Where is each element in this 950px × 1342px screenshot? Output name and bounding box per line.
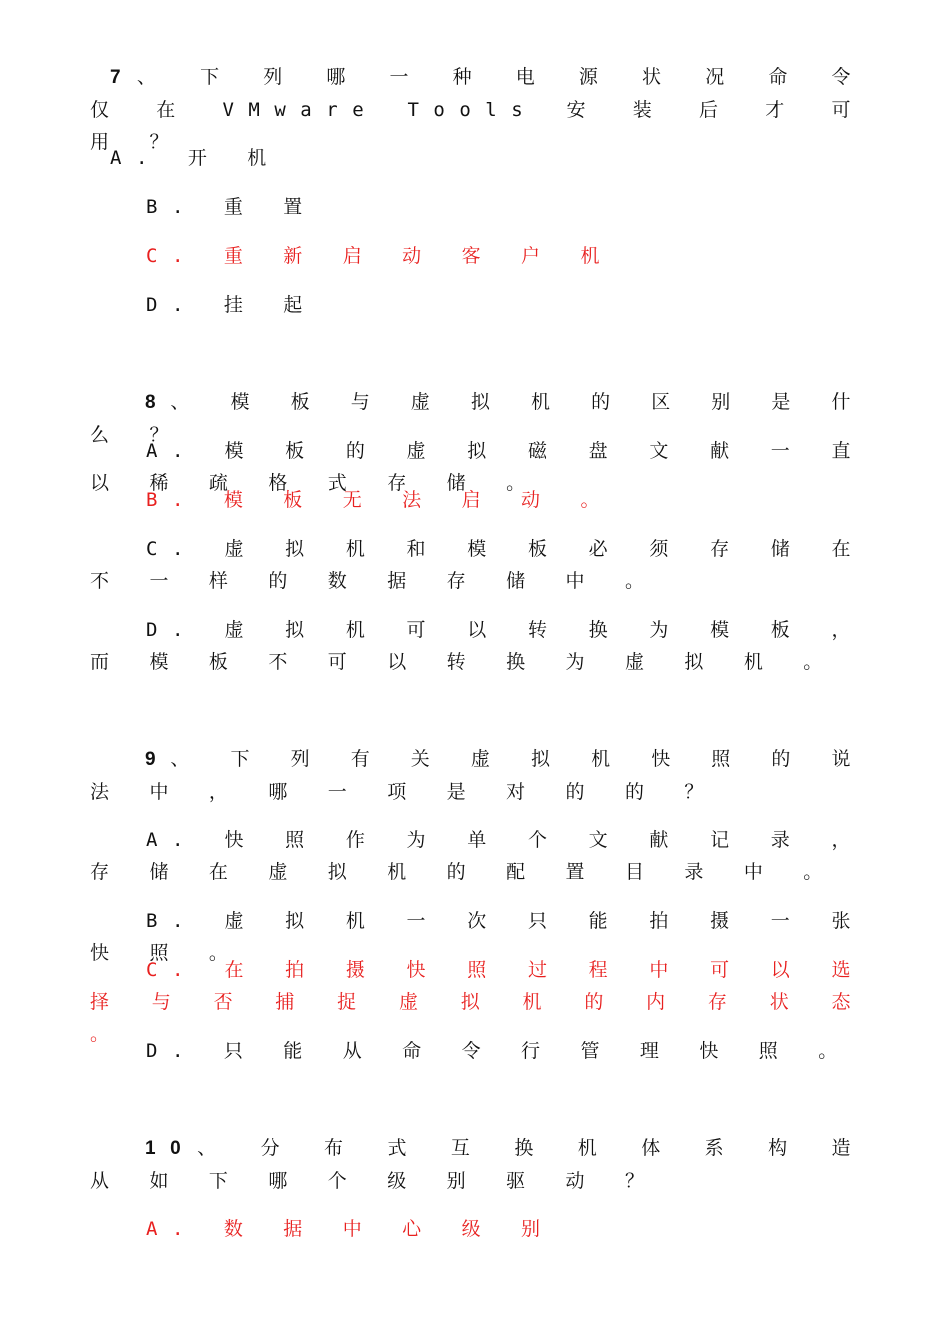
option-d: D. 只 能 从 命 令 行 管 理 快 照 。 bbox=[146, 1040, 852, 1062]
question-9 bbox=[90, 743, 865, 808]
option-a-correct: A. 数 据 中 心 级 别 bbox=[146, 1218, 555, 1240]
question-text: 、 分 布 式 互 换 机 体 系 构 造 从 如 下 哪 个 级 别 驱 动 ？ bbox=[90, 1137, 865, 1192]
option-d: D. 虚 拟 机 可 以 转 换 为 模 板 ， 而 模 板 不 可 以 转 换 为 虚 拟 机 。 bbox=[90, 619, 865, 673]
question-text: 、 模 板 与 虚 拟 机 的 区 别 是 什 么 ？ bbox=[90, 391, 865, 446]
option-c-correct: C. 在 拍 摄 快 照 过 程 中 可 以 选 择 与 否 捕 捉 虚 拟 机 的 内 存 状 态 。 bbox=[90, 959, 865, 1045]
option-a: A. 快 照 作 为 单 个 文 献 记 录 ， 存 储 在 虚 拟 机 的 配 置 目 录 中 。 bbox=[90, 829, 865, 883]
option-b-correct: B. 模 板 无 法 启 动 。 bbox=[146, 489, 614, 511]
question-number: 8 bbox=[145, 392, 171, 413]
option-a: A. 模 板 的 虚 拟 磁 盘 文 献 一 直 以 稀 疏 格 式 存 储 。 bbox=[90, 440, 865, 494]
question-text: 、 下 列 有 关 虚 拟 机 快 照 的 说 法 中 ， 哪 一 项 是 对 的 的 ？ bbox=[90, 748, 865, 803]
question-number: 10 bbox=[145, 1138, 196, 1159]
option-d: D. 挂 起 bbox=[146, 294, 317, 316]
option-b: B. 虚 拟 机 一 次 只 能 拍 摄 一 张 快 照 。 bbox=[90, 910, 865, 964]
option-c: C. 虚 拟 机 和 模 板 必 须 存 储 在 不 一 样 的 数 据 存 储 中 。 bbox=[90, 538, 865, 592]
option-c-correct: C. 重 新 启 动 客 户 机 bbox=[146, 245, 614, 267]
option-b: B. 重 置 bbox=[146, 196, 317, 218]
question-number: 9 bbox=[145, 749, 171, 770]
question-number: 7 bbox=[110, 67, 136, 88]
question-10 bbox=[90, 1132, 865, 1197]
question-text: 、 下 列 哪 一 种 电 源 状 况 命 令 仅 在 VMware Tools 安 装 后 才 可 用 ？ bbox=[90, 66, 865, 153]
option-a: A. 开 机 bbox=[110, 147, 281, 169]
